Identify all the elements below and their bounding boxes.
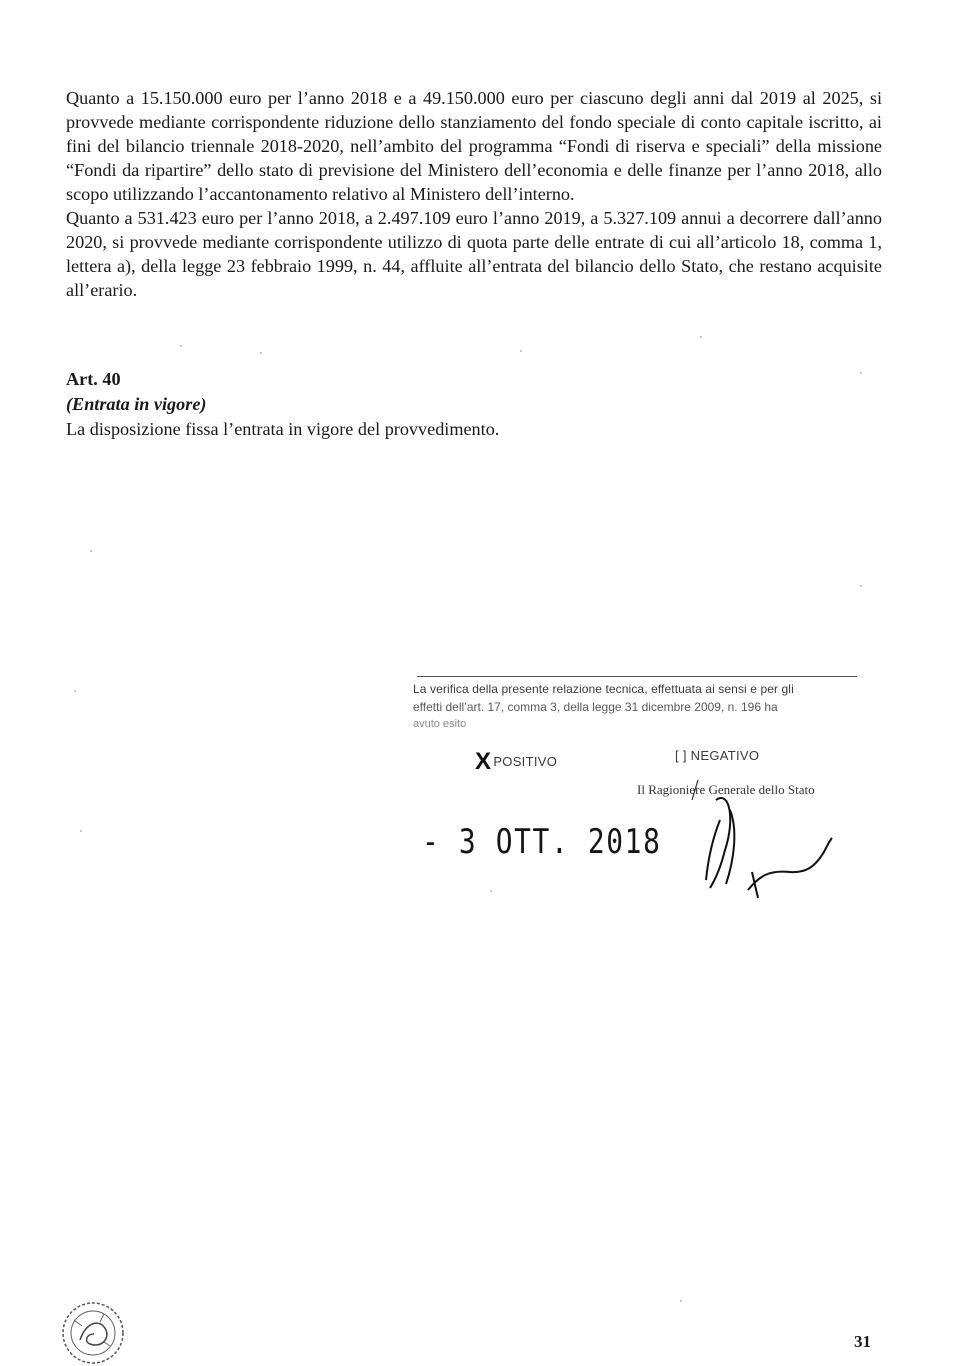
article-section [66, 367, 766, 442]
scan-speck [260, 352, 262, 354]
date-stamp: - 3 OTT. 2018 [422, 822, 662, 862]
article-title: (Entrata in vigore) [66, 394, 207, 414]
scan-speck [90, 550, 92, 552]
check-mark-icon: X [475, 748, 492, 775]
scan-speck [180, 345, 182, 347]
scan-speck [700, 336, 702, 338]
empty-checkbox-icon: [ ] [675, 748, 687, 763]
article-number: Art. 40 [66, 369, 121, 389]
outcome-positive-label: POSITIVO [493, 754, 558, 769]
body-text [66, 86, 882, 302]
page-number: 31 [854, 1332, 871, 1351]
scan-speck [80, 830, 82, 832]
signatory-title: Il Ragioniere Generale dello Stato [637, 782, 815, 797]
scan-speck [680, 1300, 682, 1302]
scan-speck [860, 585, 862, 587]
scan-speck [860, 372, 862, 374]
paragraph-1: Quanto a 15.150.000 euro per l’anno 2018 e a 49.150.000 euro per ciascuno degli anni dal 2019 al 2025, si provvede mediante corrispondente riduzione dello stanziamento del fondo speciale di conto capitale iscritto, ai fini del bilancio triennale 2018-2020, nell’ambito del programma “Fondi di riserva e speciali” della missione “Fondi da ripartire” dello stato di previsione del Ministero dell’economia e delle finanze per l’anno 2018, allo scopo utilizzando l’accantonamento relativo al Ministero dell’interno. [66, 88, 882, 204]
scan-speck [74, 690, 76, 692]
outcome-negative [675, 748, 759, 763]
scan-speck [490, 890, 492, 892]
official-seal-icon [60, 1300, 126, 1366]
outcome-negative-label: NEGATIVO [690, 748, 760, 763]
paragraph-2: Quanto a 531.423 euro per l’anno 2018, a 2.497.109 euro l’anno 2019, a 5.327.109 annui a decorrere dall’anno 2020, si provvede mediante corrispondente utilizzo di quota parte delle entrate di cui all’articolo 18, comma 1, lettera a), della legge 23 febbraio 1999, n. 44, affluite all’entrata del bilancio dello Stato, che restano acquisite all’erario. [66, 208, 882, 300]
handwritten-signature-icon [690, 780, 860, 900]
outcome-positive [475, 748, 557, 776]
stamp-rule [417, 676, 857, 677]
stamp-text-line-1: La verifica della presente relazione tecnica, effettuata ai sensi e per gli [413, 682, 794, 696]
stamp-text-line-2: effetti dell’art. 17, comma 3, della legge 31 dicembre 2009, n. 196 ha [413, 700, 778, 714]
article-text: La disposizione fissa l’entrata in vigore del provvedimento. [66, 419, 500, 439]
scan-speck [520, 350, 522, 352]
stamp-text-line-3: avuto esito [413, 718, 467, 730]
